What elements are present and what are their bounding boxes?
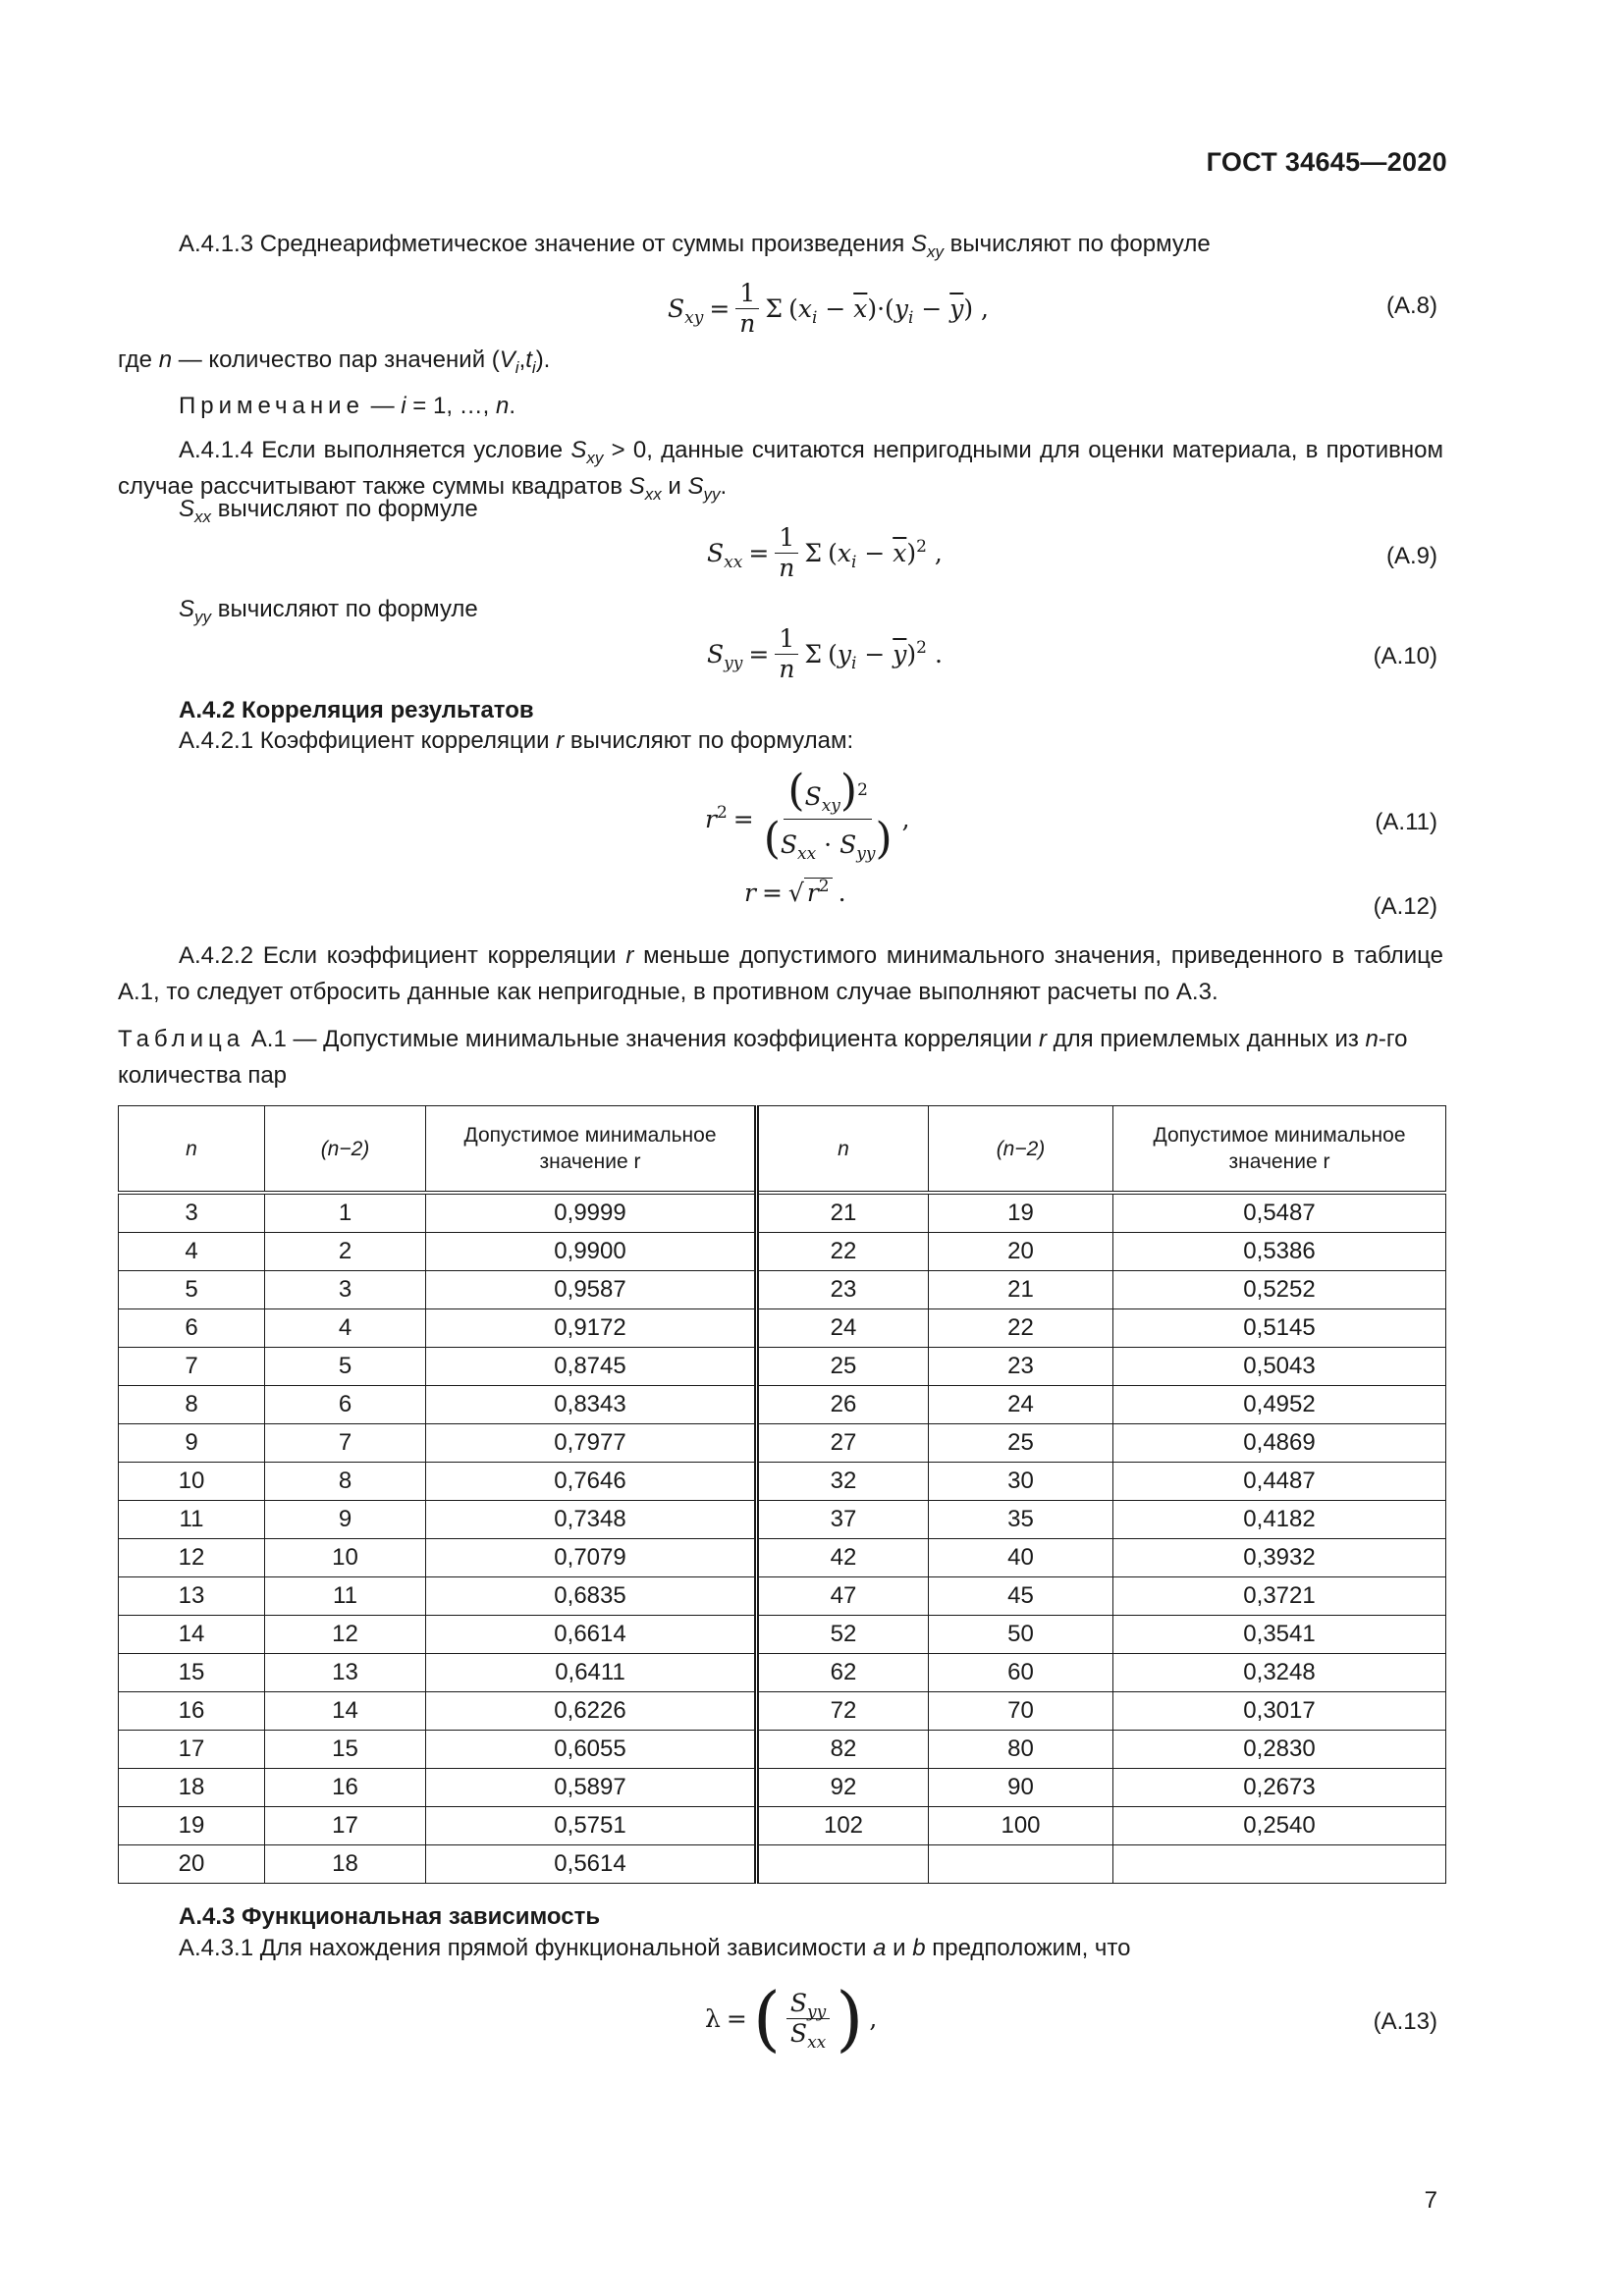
cell-n: 62 [757, 1654, 929, 1692]
cell-n-minus-2: 30 [929, 1463, 1113, 1501]
cell-n: 16 [119, 1692, 265, 1731]
table-row [119, 1193, 1446, 1233]
formula-a12: r = √ $r^2$ . [744, 877, 846, 907]
cell-n: 25 [757, 1348, 929, 1386]
cell-n: 10 [119, 1463, 265, 1501]
cell-n-minus-2: 20 [929, 1233, 1113, 1271]
cell-min-r: 0,9172 [426, 1309, 757, 1348]
cell-n-minus-2: 2 [265, 1233, 426, 1271]
table-row [119, 1424, 1446, 1463]
cell-n-minus-2: 100 [929, 1807, 1113, 1845]
cell-n-minus-2: 17 [265, 1807, 426, 1845]
table-row [119, 1616, 1446, 1654]
heading-a42: А.4.2 Корреляция результатов [179, 697, 534, 723]
cell-min-r: 0,3017 [1113, 1692, 1446, 1731]
cell-n-minus-2: 25 [929, 1424, 1113, 1463]
cell-n-minus-2: 4 [265, 1309, 426, 1348]
cell-n-minus-2: 5 [265, 1348, 426, 1386]
table-row [119, 1807, 1446, 1845]
cell-min-r: 0,6614 [426, 1616, 757, 1654]
cell-n: 23 [757, 1271, 929, 1309]
cell-n-minus-2: 10 [265, 1539, 426, 1577]
document-header: ГОСТ 34645—2020 [1206, 147, 1447, 177]
cell-n: 9 [119, 1424, 265, 1463]
equation-number-a10: (А.10) [1373, 643, 1437, 669]
table-caption: Таблица А.1 — Допустимые минимальные значения коэффициента корреляции r для приемлемых данных из n-го количества пар [118, 1026, 1408, 1089]
cell-min-r: 0,3721 [1113, 1577, 1446, 1616]
paragraph-a422: А.4.2.2 Если коэффициент корреляции r меньше допустимого минимального значения, приведенного в таблице А.1, то следует отбросить данные как непригодные, в противном случае выполняют расчеты по А.3. [118, 942, 1444, 1005]
cell-n: 8 [119, 1386, 265, 1424]
equation-number-a8: (А.8) [1385, 293, 1437, 319]
correlation-table [118, 1105, 1446, 1884]
cell-n-minus-2: 70 [929, 1692, 1113, 1731]
table-row [119, 1271, 1446, 1309]
cell-n-minus-2: 6 [265, 1386, 426, 1424]
cell-n-minus-2: 3 [265, 1271, 426, 1309]
paragraph-a431: А.4.3.1 Для нахождения прямой функциональной зависимости a и b предположим, что [179, 1935, 1131, 1961]
header-min-r: Допустимое минимальное значение r [1113, 1106, 1446, 1194]
cell-min-r: 0,4869 [1113, 1424, 1446, 1463]
cell-n: 72 [757, 1692, 929, 1731]
table-row [119, 1501, 1446, 1539]
page-number: 7 [1424, 2187, 1437, 2214]
header-n-minus-2: (n−2) [929, 1106, 1113, 1194]
cell-min-r: 0,5614 [426, 1845, 757, 1884]
cell-n-minus-2: 23 [929, 1348, 1113, 1386]
cell-n-minus-2: 15 [265, 1731, 426, 1769]
cell-min-r [1113, 1845, 1446, 1884]
cell-min-r: 0,9900 [426, 1233, 757, 1271]
cell-min-r: 0,4952 [1113, 1386, 1446, 1424]
cell-n-minus-2: 18 [265, 1845, 426, 1884]
equation-number-a9: (А.9) [1385, 543, 1437, 569]
cell-n: 19 [119, 1807, 265, 1845]
cell-n: 21 [757, 1193, 929, 1233]
cell-n-minus-2: 11 [265, 1577, 426, 1616]
cell-min-r: 0,5487 [1113, 1193, 1446, 1233]
cell-min-r: 0,3248 [1113, 1654, 1446, 1692]
table-row [119, 1386, 1446, 1424]
cell-n-minus-2: 90 [929, 1769, 1113, 1807]
cell-n: 13 [119, 1577, 265, 1616]
table-row [119, 1769, 1446, 1807]
paragraph-a421: А.4.2.1 Коэффициент корреляции r вычисляют по формулам: [179, 727, 854, 754]
cell-n: 17 [119, 1731, 265, 1769]
paragraph-a414: А.4.1.4 Если выполняется условие $S_{xy} > 0$, данные считаются непригодными для оценки материала, в противном случае рассчитывают также суммы квадратов $S_{xx}$ и $S_{yy}$. [118, 437, 1444, 504]
cell-min-r: 0,6055 [426, 1731, 757, 1769]
cell-n: 92 [757, 1769, 929, 1807]
formula-a13: λ = ( $\frac{S_{yy}}{S_{xx}}$ ) , [705, 1977, 878, 2059]
header-n-minus-2: (n−2) [265, 1106, 426, 1194]
cell-min-r: 0,6226 [426, 1692, 757, 1731]
cell-n-minus-2: 9 [265, 1501, 426, 1539]
cell-n [757, 1845, 929, 1884]
cell-n: 52 [757, 1616, 929, 1654]
cell-n: 12 [119, 1539, 265, 1577]
cell-n: 20 [119, 1845, 265, 1884]
cell-min-r: 0,7348 [426, 1501, 757, 1539]
table-row [119, 1845, 1446, 1884]
table-row [119, 1348, 1446, 1386]
cell-n-minus-2: 45 [929, 1577, 1113, 1616]
paragraph-where-n: где n — количество пар значений $(V_i,t_i)$. [118, 347, 551, 377]
header-n: n [757, 1106, 929, 1194]
cell-n: 32 [757, 1463, 929, 1501]
cell-min-r: 0,3932 [1113, 1539, 1446, 1577]
cell-n-minus-2: 80 [929, 1731, 1113, 1769]
cell-n: 82 [757, 1731, 929, 1769]
cell-min-r: 0,4487 [1113, 1463, 1446, 1501]
table-header-row [119, 1106, 1446, 1194]
cell-n: 47 [757, 1577, 929, 1616]
equation-number-a12: (А.12) [1373, 893, 1437, 920]
cell-min-r: 0,5386 [1113, 1233, 1446, 1271]
cell-min-r: 0,9999 [426, 1193, 757, 1233]
cell-n-minus-2: 21 [929, 1271, 1113, 1309]
equation-number-a11: (А.11) [1375, 809, 1437, 835]
cell-n-minus-2: 19 [929, 1193, 1113, 1233]
cell-n-minus-2: 40 [929, 1539, 1113, 1577]
cell-min-r: 0,2830 [1113, 1731, 1446, 1769]
cell-min-r: 0,9587 [426, 1271, 757, 1309]
cell-n-minus-2 [929, 1845, 1113, 1884]
cell-n-minus-2: 1 [265, 1193, 426, 1233]
cell-n-minus-2: 24 [929, 1386, 1113, 1424]
formula-a8: $S_{xy}$ = $\frac{1}{n}$ Σ $(x_i - \overline{x})\cdot(y_i - \overline{y})$ , [668, 279, 990, 338]
table-row [119, 1309, 1446, 1348]
paragraph-a413: А.4.1.3 Среднеарифметическое значение от суммы произведения $S_{xy}$ вычисляют по формуле [179, 231, 1211, 261]
cell-min-r: 0,8343 [426, 1386, 757, 1424]
cell-min-r: 0,5252 [1113, 1271, 1446, 1309]
cell-min-r: 0,4182 [1113, 1501, 1446, 1539]
table-row [119, 1692, 1446, 1731]
cell-n: 22 [757, 1233, 929, 1271]
cell-n: 5 [119, 1271, 265, 1309]
cell-min-r: 0,6411 [426, 1654, 757, 1692]
note: Примечание — i = 1, …, n. [179, 393, 516, 419]
syy-line: $S_{yy}$ вычисляют по формуле [179, 596, 478, 626]
cell-n: 27 [757, 1424, 929, 1463]
cell-n-minus-2: 14 [265, 1692, 426, 1731]
cell-n: 4 [119, 1233, 265, 1271]
cell-n: 24 [757, 1309, 929, 1348]
cell-n-minus-2: 16 [265, 1769, 426, 1807]
cell-min-r: 0,5897 [426, 1769, 757, 1807]
table-row [119, 1731, 1446, 1769]
cell-n-minus-2: 22 [929, 1309, 1113, 1348]
formula-a11: $r^2$ = $\frac{(S_{xy})^2}{(S_{xx} \cdot S_{yy})}$ , [705, 766, 910, 864]
cell-n: 6 [119, 1309, 265, 1348]
cell-min-r: 0,5043 [1113, 1348, 1446, 1386]
header-min-r: Допустимое минимальное значение r [426, 1106, 757, 1194]
header-n: n [119, 1106, 265, 1194]
cell-n: 15 [119, 1654, 265, 1692]
cell-n: 37 [757, 1501, 929, 1539]
cell-n-minus-2: 12 [265, 1616, 426, 1654]
cell-n-minus-2: 35 [929, 1501, 1113, 1539]
formula-a10: $S_{yy}$ = $\frac{1}{n}$ Σ $(y_i - \overline{y})^2$ . [707, 624, 943, 683]
cell-min-r: 0,7079 [426, 1539, 757, 1577]
cell-n-minus-2: 50 [929, 1616, 1113, 1654]
cell-min-r: 0,6835 [426, 1577, 757, 1616]
cell-n: 102 [757, 1807, 929, 1845]
cell-n: 18 [119, 1769, 265, 1807]
table-row [119, 1233, 1446, 1271]
cell-min-r: 0,5145 [1113, 1309, 1446, 1348]
cell-min-r: 0,7977 [426, 1424, 757, 1463]
cell-n-minus-2: 8 [265, 1463, 426, 1501]
cell-n: 11 [119, 1501, 265, 1539]
table-row [119, 1577, 1446, 1616]
cell-min-r: 0,5751 [426, 1807, 757, 1845]
cell-min-r: 0,3541 [1113, 1616, 1446, 1654]
table-row [119, 1539, 1446, 1577]
heading-a43: А.4.3 Функциональная зависимость [179, 1903, 601, 1930]
sxx-line: $S_{xx}$ вычисляют по формуле [179, 496, 478, 526]
cell-n-minus-2: 60 [929, 1654, 1113, 1692]
cell-n-minus-2: 7 [265, 1424, 426, 1463]
table-row [119, 1463, 1446, 1501]
cell-n: 26 [757, 1386, 929, 1424]
cell-n: 7 [119, 1348, 265, 1386]
equation-number-a13: (А.13) [1373, 2008, 1437, 2035]
cell-min-r: 0,2540 [1113, 1807, 1446, 1845]
table-row [119, 1654, 1446, 1692]
cell-n: 14 [119, 1616, 265, 1654]
cell-min-r: 0,7646 [426, 1463, 757, 1501]
cell-n: 3 [119, 1193, 265, 1233]
cell-min-r: 0,2673 [1113, 1769, 1446, 1807]
cell-n: 42 [757, 1539, 929, 1577]
cell-n-minus-2: 13 [265, 1654, 426, 1692]
formula-a9: $S_{xx}$ = $\frac{1}{n}$ Σ $(x_i - \overline{x})^2$ , [707, 523, 943, 582]
cell-min-r: 0,8745 [426, 1348, 757, 1386]
